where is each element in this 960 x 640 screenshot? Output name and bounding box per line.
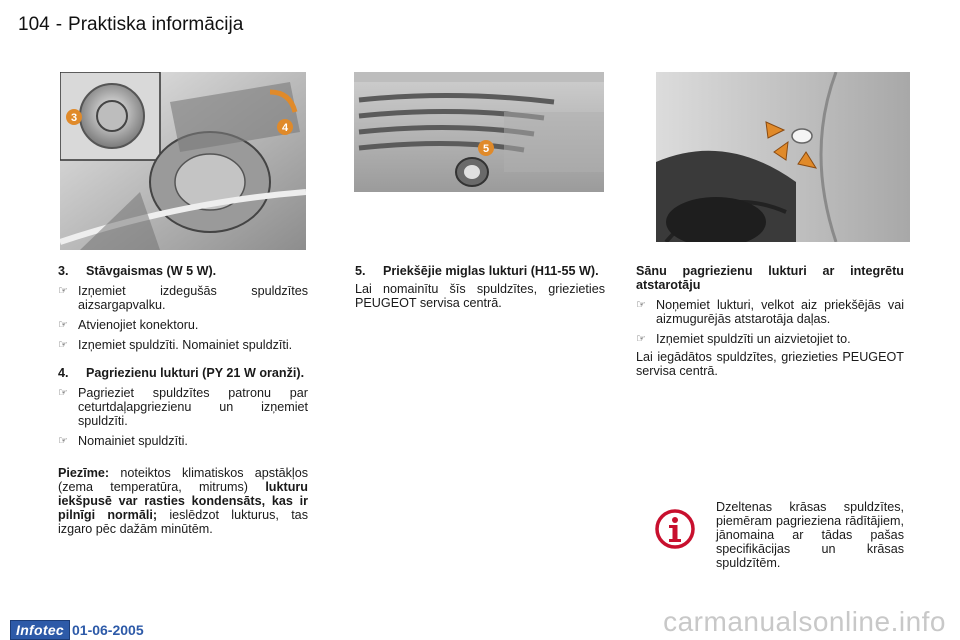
section-5-number: 5.: [355, 264, 366, 278]
pointing-hand-icon: ☞: [58, 387, 68, 399]
page-header: [18, 14, 243, 36]
bullet-text: Izņemiet spuldzīti. Nomainiet spuldzīti.: [78, 338, 293, 352]
page-title: Praktiska informācija: [68, 14, 244, 35]
column-1: [58, 264, 308, 536]
side-indicator-text: Lai iegādātos spuldzītes, griezieties PEUGEOT servisa centrā.: [636, 350, 904, 378]
note-label: Piezīme:: [58, 466, 110, 480]
info-box-text: Dzeltenas krāsas spuldzītes, piemēram pagrieziena rādītājiem, jānomaina ar tādas pašas specifikācijas un krāsas spuldzītēm.: [716, 500, 904, 570]
pointing-hand-icon: ☞: [58, 339, 68, 351]
header-separator: -: [55, 14, 63, 35]
column-3: [636, 264, 904, 378]
column-2: [355, 264, 605, 310]
info-icon: [654, 508, 696, 550]
list-item: [58, 284, 308, 312]
footer-date: 01-06-2005: [72, 622, 144, 638]
bullet-text: Atvienojiet konektoru.: [78, 318, 199, 332]
section-3-heading: [58, 264, 308, 278]
note-paragraph: [58, 466, 308, 536]
pointing-hand-icon: ☞: [58, 435, 68, 447]
list-item: [636, 332, 904, 346]
note-text-1: noteiktos klimatiskos apstākļos (zema temperatūra, mitrums): [58, 466, 308, 494]
front-bumper-fog-lamp-photo: [354, 72, 604, 192]
pointing-hand-icon: ☞: [636, 333, 646, 345]
list-item: [58, 318, 308, 332]
section-4-number: 4.: [58, 366, 69, 380]
page-footer: [10, 620, 144, 640]
side-indicator-heading: Sānu pagriezienu lukturi ar integrētu atstarotāju: [636, 264, 904, 292]
infotec-logo: Infotec: [10, 620, 70, 640]
section-4-heading: [58, 366, 308, 380]
note-bold-text: lukturu iekšpusē var rasties kondensāts, kas ir pilnīgi normāli;: [58, 480, 308, 522]
pointing-hand-icon: ☞: [58, 285, 68, 297]
bullet-text: Izņemiet spuldzīti un aizvietojiet to.: [656, 332, 851, 346]
pointing-hand-icon: ☞: [58, 319, 68, 331]
list-item: [636, 298, 904, 326]
section-5-heading: [355, 264, 605, 278]
list-item: [58, 386, 308, 428]
note-text-2: ieslēdzot lukturus, tas izgaro pēc dažām minūtēm.: [58, 508, 308, 536]
callout-5-label: 5: [482, 143, 490, 155]
bullet-text: Pagrieziet spuldzītes patronu par ceturtdaļapgriezienu un izņemiet spuldzīti.: [78, 386, 308, 428]
callout-4-label: 4: [281, 122, 289, 134]
list-item: [58, 434, 308, 448]
list-item: [58, 338, 308, 352]
bullet-text: Noņemiet lukturi, velkot aiz priekšējās vai aizmugurējās atstarotāja daļas.: [656, 298, 904, 326]
section-5-title: Priekšējie miglas lukturi (H11-55 W).: [383, 264, 599, 278]
section-4-title: Pagriezienu lukturi (PY 21 W oranži).: [86, 366, 305, 380]
headlamp-engine-bay-photo: [60, 72, 306, 250]
section-3-title: Stāvgaismas (W 5 W).: [86, 264, 217, 278]
pointing-hand-icon: ☞: [636, 299, 646, 311]
watermark: carmanualsonline.info: [663, 606, 946, 637]
side-indicator-wing-photo: [656, 72, 910, 242]
bullet-text: Izņemiet izdegušās spuldzītes aizsargapvalku.: [78, 284, 308, 312]
page-number: 104: [18, 14, 50, 35]
section-5-text: Lai nomainītu šīs spuldzītes, griezieties PEUGEOT servisa centrā.: [355, 282, 605, 310]
bullet-text: Nomainiet spuldzīti.: [78, 434, 188, 448]
section-3-number: 3.: [58, 264, 69, 278]
callout-3-label: 3: [70, 112, 78, 124]
